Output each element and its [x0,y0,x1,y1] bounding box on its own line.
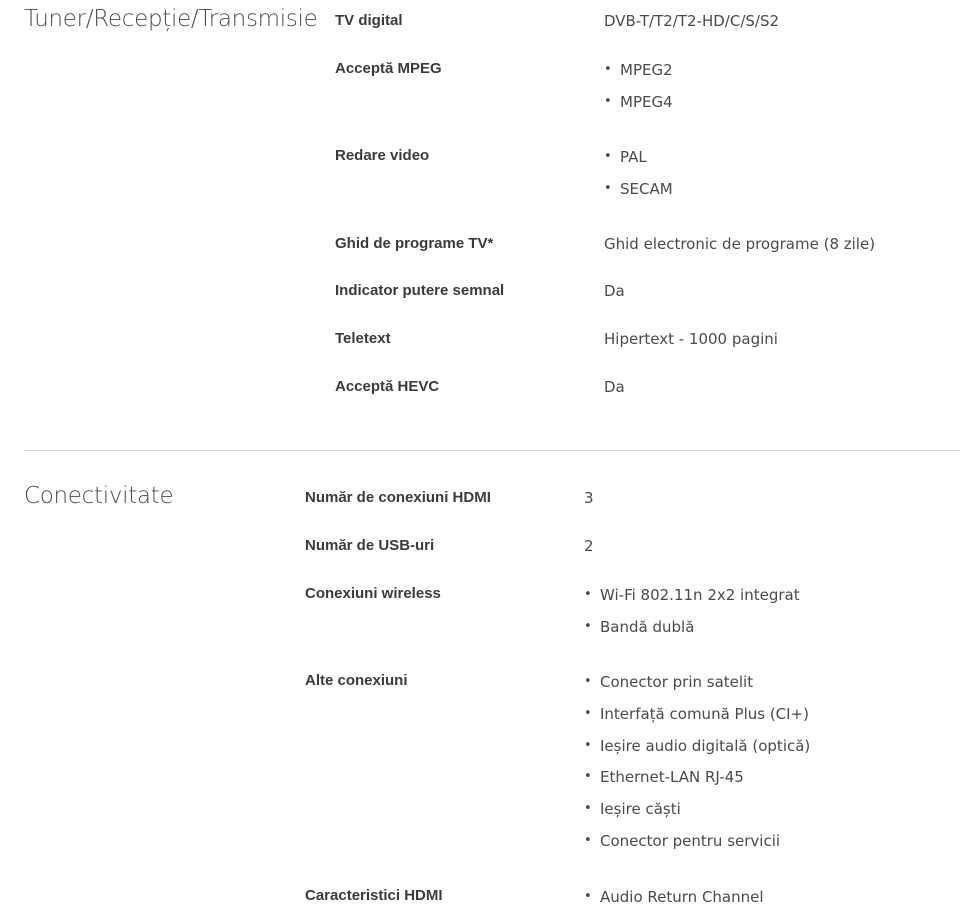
list-item: • SECAM [604,179,673,198]
list-item: • Ieșire audio digitală (optică) [584,736,811,755]
bullet-icon: • [584,889,592,904]
spec-value-list [584,585,800,649]
bullet-icon: • [584,769,592,785]
spec-value: DVB-T/T2/T2-HD/C/S/S2 [604,12,780,30]
list-item: • MPEG4 [604,92,673,111]
spec-label: Indicator putere semnal [335,282,505,299]
bullet-icon: • [604,93,612,109]
bullet-icon: • [604,180,612,196]
list-item: • Conector pentru servicii [584,831,781,850]
bullet-icon: • [584,705,592,721]
spec-label: Caracteristici HDMI [305,887,443,904]
list-item: • Bandă dublă [584,617,695,636]
list-item: • Interfață comună Plus (CI+) [584,704,810,723]
section-title: Tuner/Recepție/Transmisie [24,6,318,32]
spec-value-list [584,887,764,919]
section-title: Conectivitate [24,483,174,509]
list-item: • Audio Return Channel [584,888,764,906]
spec-label: Alte conexiuni [305,672,408,689]
bullet-icon: • [584,801,592,817]
spec-value-list [604,60,673,124]
bullet-icon: • [604,149,612,164]
bullet-icon: • [584,674,592,689]
spec-value-list [584,672,810,863]
spec-value: Ghid electronic de programe (8 zile) [604,235,876,253]
bullet-icon: • [584,587,592,602]
bullet-icon: • [584,737,592,753]
spec-label: Teletext [335,330,391,347]
list-item: • Ethernet-LAN RJ-45 [584,768,744,787]
spec-label: TV digital [335,12,403,29]
list-item: • Ieșire căști [584,800,681,819]
spec-value: Da [604,282,625,300]
list-item: • Conector prin satelit [584,673,754,691]
spec-label: Ghid de programe TV* [335,235,494,252]
bullet-icon: • [604,62,612,77]
spec-value-list [604,147,673,211]
spec-value: Da [604,378,625,396]
spec-value: 2 [584,537,594,555]
spec-label: Acceptă HEVC [335,378,440,395]
bullet-icon: • [584,832,592,848]
section-divider [24,450,960,451]
bullet-icon: • [584,618,592,634]
spec-label: Redare video [335,147,430,164]
spec-label: Acceptă MPEG [335,60,442,77]
spec-label: Număr de USB-uri [305,537,435,554]
spec-label: Conexiuni wireless [305,585,441,602]
list-item: • PAL [604,148,647,166]
spec-label: Număr de conexiuni HDMI [305,489,491,506]
spec-value: Hipertext - 1000 pagini [604,330,778,348]
spec-value: 3 [584,489,594,507]
list-item: • MPEG2 [604,61,673,79]
list-item: • Wi-Fi 802.11n 2x2 integrat [584,586,800,604]
